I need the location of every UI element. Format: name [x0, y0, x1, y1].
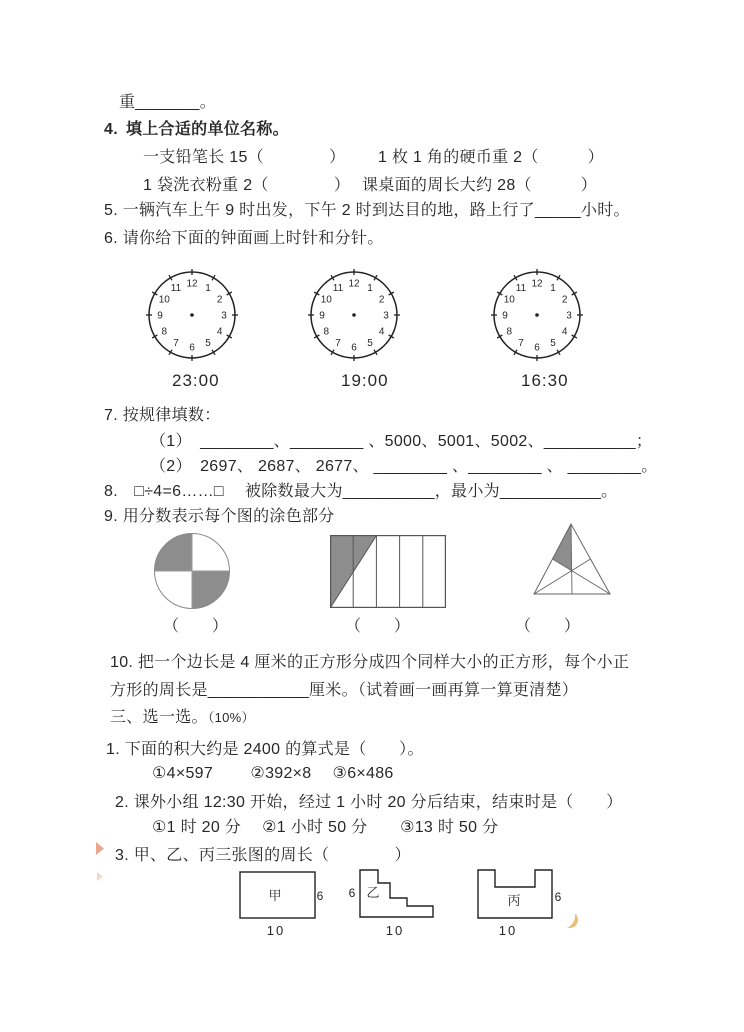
- clock-numeral: 3: [383, 310, 389, 322]
- clock-numeral: 5: [205, 338, 211, 350]
- fraction-rectangle-figure: [330, 535, 446, 608]
- shape-yi-height-label: 6: [348, 886, 356, 900]
- clock-numeral: 2: [378, 294, 385, 306]
- triangle-median-3: [571, 524, 572, 594]
- clock-face-3: [489, 267, 585, 363]
- clock-numeral: 9: [157, 310, 163, 322]
- q9-heading: 9. 用分数表示每个图的涂色部分: [104, 508, 335, 525]
- clock-numeral: 1: [205, 282, 211, 294]
- q5-line: 5. 一辆汽车上午 9 时出发，下午 2 时到达目的地，路上行了_____小时。: [104, 202, 630, 219]
- shape-bing-width-label: 10: [498, 923, 518, 938]
- clock-numeral: 6: [534, 342, 540, 354]
- shape-yi-width-label: 10: [385, 923, 405, 938]
- clock-numeral: 5: [367, 338, 373, 350]
- q4-item-pencil: 一支铅笔长 15（ ）: [143, 149, 346, 166]
- scan-artifact: [96, 842, 104, 855]
- clock-numeral: 8: [161, 326, 168, 338]
- clock-time-label-2: 19:00: [341, 371, 389, 390]
- clock-center-dot: [352, 313, 356, 317]
- circle-shaded-top-left: [155, 534, 193, 572]
- perimeter-figures: [230, 864, 615, 949]
- clock-numeral: 10: [320, 294, 332, 306]
- q7-sequence-2: （2） 2697、 2687、 2677、 ________ 、________ 、 ________。: [150, 458, 658, 475]
- clock-numeral: 6: [189, 342, 195, 354]
- clock-numeral: 7: [335, 338, 341, 350]
- clock-numeral: 10: [503, 294, 515, 306]
- clock-numeral: 11: [515, 282, 527, 294]
- clock-numeral: 6: [351, 342, 357, 354]
- fraction-triangle-figure: [528, 518, 616, 600]
- clock-numeral: 4: [561, 326, 568, 338]
- clock-numeral: 4: [378, 326, 385, 338]
- clock-numeral: 3: [566, 310, 572, 322]
- q9-answer-paren-1: （ ）: [163, 618, 229, 635]
- choice2-options: ①1 时 20 分 ②1 小时 50 分 ③13 时 50 分: [152, 819, 499, 836]
- clock-numeral: 2: [216, 294, 223, 306]
- fraction-circle-figure: [153, 532, 231, 610]
- shape-yi-label: 乙: [366, 885, 380, 900]
- choice2-stem: 2. 课外小组 12:30 开始，经过 1 小时 20 分后结束，结束时是（ ）: [115, 794, 623, 811]
- shape-bing-label: 丙: [507, 893, 521, 908]
- clock-numeral: 3: [221, 310, 227, 322]
- q4-item-detergent: 1 袋洗衣粉重 2（ ）: [143, 177, 351, 194]
- shape-jia-width-label: 10: [266, 923, 286, 938]
- clock-numeral: 12: [531, 278, 543, 290]
- clock-numeral: 2: [561, 294, 568, 306]
- section3-heading: [110, 708, 255, 727]
- q4-heading: [104, 120, 289, 139]
- section3-percent: （10%）: [207, 710, 255, 725]
- clock-numeral: 1: [367, 282, 373, 294]
- q9-answer-paren-2: （ ）: [345, 618, 411, 635]
- scan-artifact: [97, 872, 103, 881]
- choice3-stem: 3. 甲、乙、丙三张图的周长（ ）: [115, 847, 411, 864]
- circle-shaded-bottom-right: [192, 571, 230, 609]
- choice1-options: ①4×597 ②392×8 ③6×486: [152, 765, 394, 782]
- clock-numeral: 11: [332, 282, 344, 294]
- q4-item-coin: 1 枚 1 角的硬币重 2（ ）: [378, 149, 604, 166]
- clock-numeral: 4: [216, 326, 223, 338]
- q7-sequence-1: （1） ________、________ 、5000、5001、5002、__________；: [150, 433, 653, 450]
- clock-numeral: 7: [173, 338, 179, 350]
- clock-numeral: 7: [518, 338, 524, 350]
- clock-numeral: 8: [506, 326, 513, 338]
- weight-blank-line: 重_______。: [119, 94, 216, 111]
- clock-numeral: 9: [319, 310, 325, 322]
- shape-jia-height-label: 6: [316, 889, 324, 903]
- clock-time-label-3: 16:30: [521, 371, 569, 390]
- q4-item-desk: 课桌面的周长大约 28（ ）: [362, 177, 598, 194]
- clock-numeral: 11: [170, 282, 182, 294]
- q7-heading: 7. 按规律填数：: [104, 407, 221, 424]
- clock-numeral: 12: [348, 278, 360, 290]
- q4-title: 填上合适的单位名称。: [125, 121, 289, 138]
- clock-face-2: [306, 267, 402, 363]
- q4-number: 4.: [104, 121, 118, 138]
- clock-numeral: 5: [550, 338, 556, 350]
- clock-numeral: 1: [550, 282, 556, 294]
- q10-line-2: 方形的周长是___________厘米。（试着画一画再算一算更清楚）: [110, 682, 579, 699]
- clock-face-1: [144, 267, 240, 363]
- q6-line: 6. 请你给下面的钟面画上时针和分针。: [104, 230, 384, 247]
- clock-numeral: 10: [158, 294, 170, 306]
- clock-time-label-1: 23:00: [172, 371, 220, 390]
- triangle-shaded-region: [553, 524, 572, 571]
- section3-title: 三、选一选。: [110, 709, 208, 726]
- q8-line: 8. □÷4=6……□ 被除数最大为__________，最小为___________。: [104, 483, 618, 500]
- clock-numeral: 12: [186, 278, 198, 290]
- clock-numeral: 9: [502, 310, 508, 322]
- shape-jia-label: 甲: [268, 888, 282, 903]
- shape-bing-height-label: 6: [554, 890, 562, 904]
- clock-center-dot: [190, 313, 194, 317]
- choice1-stem: 1. 下面的积大约是 2400 的算式是（ ）。: [106, 741, 424, 758]
- clock-numeral: 8: [323, 326, 330, 338]
- q9-answer-paren-3: （ ）: [515, 618, 581, 635]
- q10-line-1: 10. 把一个边长是 4 厘米的正方形分成四个同样大小的正方形，每个小正: [110, 654, 630, 671]
- clock-center-dot: [535, 313, 539, 317]
